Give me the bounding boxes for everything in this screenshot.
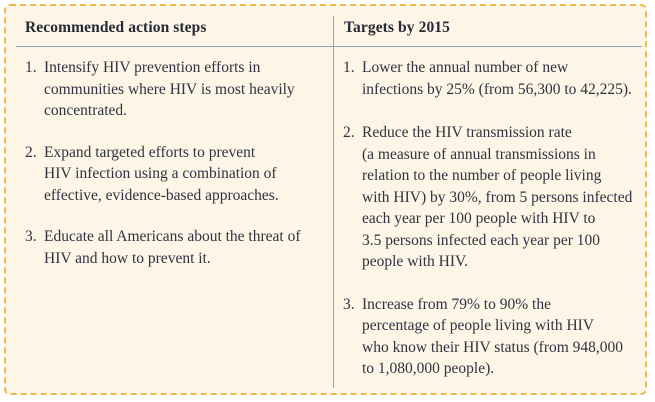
item-number: 2. — [343, 124, 355, 141]
action-step-item — [25, 142, 325, 207]
item-text-line: effective, evidence-based approaches. — [44, 186, 279, 204]
target-item — [343, 294, 643, 380]
item-text-line: Lower the annual number of new — [362, 59, 569, 76]
item-text-line: each year per 100 people with HIV to — [362, 210, 596, 227]
header-targets-by-2015: Targets by 2015 — [344, 19, 450, 36]
item-text-line: infections by 25% (from 56,300 to 42,225). — [362, 80, 632, 98]
item-number: 3. — [343, 295, 355, 313]
item-number: 2. — [25, 143, 37, 161]
item-text-line: who know their HIV status (from 948,000 — [362, 338, 624, 356]
item-text-line: 3.5 persons infected each year per 100 — [362, 231, 600, 249]
item-text-line: Expand targeted efforts to prevent — [44, 143, 256, 161]
header-rule — [16, 46, 642, 47]
item-number: 1. — [25, 59, 37, 76]
item-text-line: people with HIV. — [362, 253, 469, 270]
column-divider — [333, 16, 334, 388]
item-text-line: communities where HIV is most heavily — [44, 80, 295, 98]
item-text-line: relation to the number of people living — [362, 167, 602, 184]
item-number: 1. — [343, 59, 355, 76]
target-item — [343, 57, 643, 100]
item-text-line: HIV infection using a combination of — [44, 165, 277, 182]
item-text-line: concentrated. — [44, 102, 128, 119]
table-frame — [4, 4, 647, 395]
item-text-line: Educate all Americans about the threat of — [44, 228, 301, 245]
item-text-line: with HIV) by 30%, from 5 persons infected — [362, 188, 633, 206]
item-number: 3. — [25, 228, 37, 245]
item-text-line: Increase from 79% to 90% the — [362, 295, 551, 313]
item-text-line: Intensify HIV prevention efforts in — [44, 59, 261, 76]
item-text-line: Reduce the HIV transmission rate — [362, 124, 572, 141]
item-text-line: (a measure of annual transmissions in — [362, 145, 596, 163]
item-text-line: percentage of people living with HIV — [362, 317, 594, 334]
targets-list — [343, 57, 643, 401]
item-text-line: HIV and how to prevent it. — [44, 249, 211, 267]
action-step-item — [25, 57, 325, 122]
header-recommended-action-steps: Recommended action steps — [25, 19, 207, 36]
item-text-line: to 1,080,000 people). — [362, 360, 495, 377]
action-steps-list — [25, 57, 325, 289]
target-item — [343, 122, 643, 273]
action-step-item — [25, 226, 325, 269]
